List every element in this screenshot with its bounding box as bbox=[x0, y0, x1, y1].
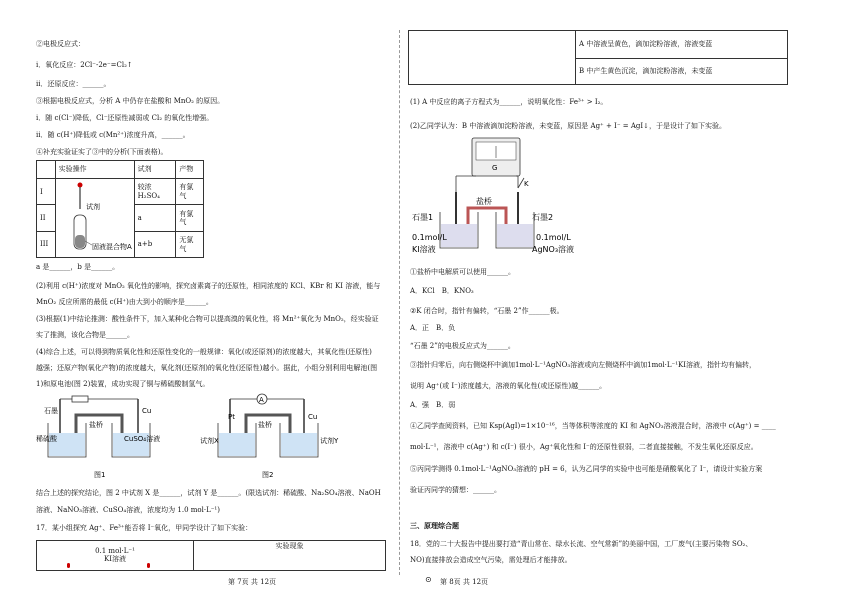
product-cell: 无氯气 bbox=[176, 231, 204, 257]
text-line: ④补充实验证实了③中的分析(下面表格)。 bbox=[36, 148, 168, 156]
product-cell: 有氯气 bbox=[176, 205, 204, 231]
text-line: 17．某小组探究 Ag⁺、Fe³⁺能否将 I⁻氧化，甲同学设计了如下实验： bbox=[36, 524, 253, 532]
observation-cell: A 中溶液呈黄色，滴加淀粉溶液，溶液变蓝 bbox=[576, 31, 788, 59]
electrode-label: 石墨 bbox=[44, 407, 58, 415]
solution-right bbox=[281, 433, 317, 456]
text-line: ③根据电极反应式，分析 A 中仍存在盐酸和 MnO₂ 的原因。 bbox=[36, 97, 225, 105]
figure-caption: 图2 bbox=[262, 471, 274, 479]
mixture-label: 固液混合物A bbox=[91, 243, 132, 251]
text-line: A．强 B．弱 bbox=[410, 401, 456, 409]
figure-2-galvanic-cell bbox=[200, 393, 340, 483]
binding-mark-icon: ⊙ bbox=[425, 575, 432, 584]
bridge-label: 盐桥 bbox=[89, 421, 103, 429]
text-line: i．随 c(Cl⁻)降低，Cl⁻还原性减弱或 Cl₂ 的氧化性增强。 bbox=[36, 114, 214, 122]
right-page bbox=[404, 0, 860, 608]
text-line: 结合上述的探究结论，图 2 中试剂 X 是______，试剂 Y 是______。(限选试剂：稀硫酸、Na₂SO₄溶液、NaOH bbox=[36, 489, 381, 497]
concentration-label: 0.1mol/L bbox=[412, 233, 447, 242]
text-line: A．KCl B．KNO₃ bbox=[410, 287, 474, 295]
figure-caption: 图1 bbox=[94, 471, 106, 479]
text-line: ④乙同学查阅资料，已知 Ksp(AgI)=1×10⁻¹⁶，当等体积等浓度的 KI 和 AgNO₃溶液混合时，溶液中 c(Ag⁺) = ____ bbox=[410, 422, 776, 430]
switch-label: K bbox=[524, 180, 529, 188]
page-footer: 第 7页 共 12页 bbox=[228, 578, 277, 586]
page-footer: 第 8页 共 12页 bbox=[440, 578, 489, 586]
setup-cell bbox=[37, 541, 194, 571]
text-line: ①盐桥中电解质可以使用______。 bbox=[410, 268, 515, 276]
text-line: NO)直接排放会造成空气污染，需处理后才能排放。 bbox=[410, 556, 572, 564]
reagent-cell: a+b bbox=[134, 231, 176, 257]
bridge-label: 盐桥 bbox=[258, 421, 272, 429]
experiment-table-2 bbox=[36, 540, 386, 571]
table-header: 实验操作 bbox=[55, 161, 134, 179]
solution-right bbox=[497, 224, 533, 247]
page-divider bbox=[399, 30, 400, 575]
tube-illustration-cell bbox=[55, 179, 134, 258]
text-line: (4)综合上述，可以得到物质氧化性和还原性变化的一般规律：氧化(或还原剂)的浓度越大，其氧化性(还原性) bbox=[36, 348, 372, 356]
meter-label: A bbox=[259, 396, 264, 404]
solution-label: AgNO₃溶液 bbox=[532, 245, 575, 254]
dropper-bulb bbox=[77, 183, 82, 188]
text-line: (3)根据(1)中结论推测：酸性条件下，加入某种化合物可以提高溴的氧化性，将 Mn²⁺氧化为 MnO₂，经实验证 bbox=[36, 315, 379, 323]
observation-cell: B 中产生黄色沉淀，滴加淀粉溶液，未变蓝 bbox=[576, 59, 788, 85]
text-line: 溶液、NaNO₃溶液、CuSO₄溶液，浓度均为 1.0 mol·L⁻¹) bbox=[36, 506, 220, 514]
setup-cell bbox=[409, 31, 576, 85]
text-line: ii．随 c(H⁺)降低或 c(Mn²⁺)浓度升高，______。 bbox=[36, 131, 190, 139]
text-line: 实了推测，该化合物是______。 bbox=[36, 331, 134, 339]
text-line: 1)和原电池(图 2)装置，成功实现了铜与稀硫酸制氢气。 bbox=[36, 380, 210, 388]
text-line: ③指针归零后，向右侧烧杯中滴加1mol·L⁻¹AgNO₃溶液或向左侧烧杯中滴加1mol·L⁻¹KI溶液，指针均有偏转， bbox=[410, 361, 757, 369]
text-line: i．氧化反应：2Cl⁻-2e⁻=Cl₂↑ bbox=[36, 61, 133, 69]
electrode-label: 石墨1 bbox=[412, 213, 434, 222]
reagent-cell: a bbox=[134, 205, 176, 231]
text-line: mol·L⁻¹，溶液中 c(Ag⁺) 和 c(I⁻) 很小，Ag⁺氧化性和 I⁻的还原性很弱，二者直接接触，不发生氧化还原反应。 bbox=[410, 443, 758, 451]
text-line: ②K 闭合时，指针有偏转，“石墨 2”作______极。 bbox=[410, 307, 564, 315]
text-line: ②电极反应式： bbox=[36, 40, 85, 48]
solution-label: CuSO₄溶液 bbox=[124, 435, 161, 443]
text-line: a 是______，b 是______。 bbox=[36, 263, 120, 271]
text-line: (2)乙同学认为：B 中溶液滴加淀粉溶液，未变蓝，原因是 Ag⁺ + I⁻ = AgI↓，于是设计了如下实验。 bbox=[410, 122, 726, 130]
solid-liquid-mixture bbox=[75, 235, 85, 248]
meter-label: G bbox=[492, 164, 498, 172]
text-line: 越强；还原产物(氧化产物)的浓度越大，氧化剂(还原剂)的氧化性(还原性)越小。据此，小组分别利用电解池(图 bbox=[36, 364, 378, 372]
electrode-label: Cu bbox=[142, 407, 152, 415]
table-header: 实验现象 bbox=[194, 541, 386, 571]
left-page bbox=[0, 0, 400, 608]
reagent-cell: 较浓 H₂SO₄ bbox=[134, 179, 176, 205]
row-number: I bbox=[37, 179, 56, 205]
solution-label: 试剂Y bbox=[320, 437, 339, 445]
results-table bbox=[408, 30, 788, 85]
concentration-label: 0.1mol/L bbox=[536, 233, 571, 242]
text-line: A．正 B．负 bbox=[410, 324, 456, 332]
experiment-table bbox=[36, 160, 204, 258]
text-line: 说明 Ag⁺(或 I⁻)浓度越大，溶液的氧化性(或还原性)越______。 bbox=[410, 382, 607, 390]
text-line: “石墨 2”的电极反应式为______。 bbox=[410, 342, 515, 350]
galvanic-cell-apparatus bbox=[410, 136, 610, 264]
figure-1-electrolysis-cell bbox=[36, 393, 166, 483]
electrode-label: Cu bbox=[308, 413, 318, 421]
table-header: 产物 bbox=[176, 161, 204, 179]
product-cell: 有氯气 bbox=[176, 179, 204, 205]
table-header: 试剂 bbox=[134, 161, 176, 179]
section-heading: 三、原理综合题 bbox=[410, 521, 459, 530]
dropper-icon bbox=[67, 563, 70, 568]
text-line: 18．党的二十大报告中提出要打造“青山常在、绿水长流、空气常新”的美丽中国，工厂废气(主要污染物 SO₂、 bbox=[410, 540, 753, 548]
electrode-label: Pt bbox=[228, 413, 235, 421]
solution-label: KI溶液 bbox=[412, 245, 436, 254]
dropper-icon bbox=[147, 563, 150, 568]
text-line: ⑤丙同学测得 0.1mol·L⁻¹AgNO₃溶液的 pH = 6，认为乙同学的实验中也可能是硝酸氧化了 I⁻，请设计实验方案 bbox=[410, 465, 763, 473]
text-line: (2)利用 c(H⁺)浓度对 MnO₂ 氧化性的影响，探究卤素离子的还原性，相同浓度的 KCl、KBr 和 KI 溶液，能与 bbox=[36, 282, 381, 290]
solution-label: 试剂X bbox=[200, 437, 219, 445]
electrode-label: 石墨2 bbox=[532, 213, 554, 222]
text-line: MnO₂ 反应所需的最低 c(H⁺)由大到小的顺序是______。 bbox=[36, 298, 213, 306]
concentration-label: 0.1 mol·L⁻¹ bbox=[95, 546, 135, 555]
row-number: III bbox=[37, 231, 56, 257]
solution-label: KI溶液 bbox=[104, 554, 126, 563]
text-line: ii．还原反应：______。 bbox=[36, 80, 111, 88]
bridge-label: 盐桥 bbox=[476, 197, 492, 206]
row-number: II bbox=[37, 205, 56, 231]
solution-left bbox=[219, 433, 255, 456]
test-tube-diagram bbox=[56, 179, 134, 255]
text-line: 验证丙同学的猜想：______。 bbox=[410, 486, 501, 494]
tube-label: 试剂 bbox=[85, 203, 100, 211]
battery-icon bbox=[72, 396, 88, 402]
solution-label: 稀硫酸 bbox=[36, 435, 57, 443]
text-line: (1) A 中反应的离子方程式为______，说明氧化性：Fe³⁺ > I₂。 bbox=[410, 98, 608, 106]
